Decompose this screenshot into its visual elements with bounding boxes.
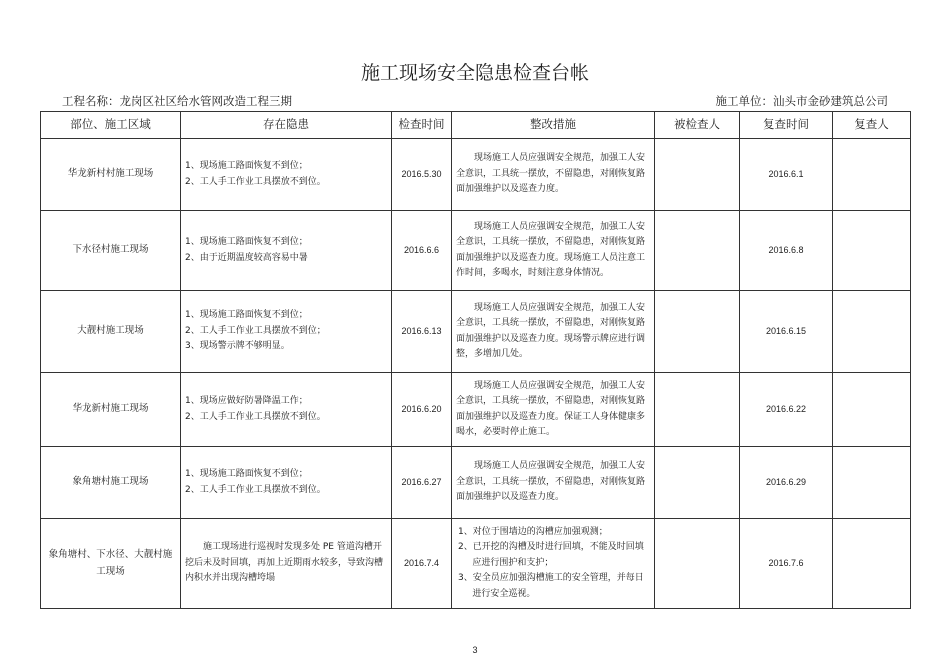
recheck-date-cell: 2016.6.29 (740, 447, 833, 519)
inspected-cell (655, 211, 740, 291)
document-title: 施工现场安全隐患检查台帐 (360, 62, 589, 84)
issues-cell (181, 447, 392, 519)
measures-cell (452, 139, 655, 211)
check-date-cell: 2016.7.4 (392, 519, 452, 609)
check-date-cell: 2016.6.27 (392, 447, 452, 519)
measures-cell (452, 291, 655, 373)
inspected-cell (655, 519, 740, 609)
rechecker-cell (833, 211, 911, 291)
area-cell: 华龙新村施工现场 (41, 373, 181, 447)
measure-item: 1、对位于围墙边的沟槽应加强观测； (458, 526, 608, 537)
table-header-row (41, 112, 911, 139)
issue-line: 2、工人手工作业工具摆放不到位。 (185, 411, 326, 422)
measures-cell (452, 373, 655, 447)
issue-line: 1、现场施工路面恢复不到位； (185, 161, 308, 172)
issue-line: 1、现场施工路面恢复不到位； (185, 310, 308, 321)
issue-line: 2、工人手工作业工具摆放不到位。 (185, 176, 326, 187)
measure-text: 现场施工人员应强调安全规范，加强工人安全意识，工具统一摆放，不留隐患，对刚恢复路面加强维护以及巡查力度。保证工人身体健康多喝水，必要时停止施工。 (456, 380, 646, 437)
check-date-cell: 2016.6.6 (392, 211, 452, 291)
issue-line: 2、由于近期温度较高容易中暑 (185, 252, 308, 263)
rechecker-cell (833, 291, 911, 373)
table-row (41, 447, 911, 519)
inspected-cell (655, 139, 740, 211)
table-row (41, 519, 911, 609)
check-date-cell: 2016.6.20 (392, 373, 452, 447)
issues-cell (181, 291, 392, 373)
measures-cell (452, 519, 655, 609)
area-cell: 大靓村施工现场 (41, 291, 181, 373)
issue-line: 2、工人手工作业工具摆放不到位； (185, 325, 326, 336)
check-date-cell: 2016.5.30 (392, 139, 452, 211)
issues-cell (181, 519, 392, 609)
header-measures: 整改措施 (452, 112, 655, 139)
header-area: 部位、施工区域 (41, 112, 181, 139)
issue-line: 施工现场进行巡视时发现多处 PE 管道沟槽开挖后未及时回填，再加上近期雨水较多，导致沟槽内积水并出现沟槽垮塌 (185, 542, 384, 584)
issue-line: 1、现场施工路面恢复不到位； (185, 237, 308, 248)
header-rechecker: 复查人 (833, 112, 911, 139)
issue-line: 2、工人手工作业工具摆放不到位。 (185, 484, 326, 495)
table-row (41, 291, 911, 373)
issue-line: 3、现场警示牌不够明显。 (185, 341, 290, 352)
measures-cell (452, 211, 655, 291)
inspected-cell (655, 291, 740, 373)
inspection-table (40, 111, 911, 609)
measure-text: 现场施工人员应强调安全规范，加强工人安全意识，工具统一摆放，不留隐患，对刚恢复路面加强维护以及巡查力度。 (456, 461, 646, 503)
table-row (41, 373, 911, 447)
measure-text: 现场施工人员应强调安全规范，加强工人安全意识，工具统一摆放，不留隐患，对刚恢复路面加强维护以及巡查力度。现场警示牌应进行调整，多增加几处。 (456, 302, 646, 359)
issues-cell (181, 139, 392, 211)
header-recheck-date: 复查时间 (740, 112, 833, 139)
measure-text: 现场施工人员应强调安全规范，加强工人安全意识，工具统一摆放，不留隐患，对刚恢复路面加强维护以及巡查力度。现场施工人员注意工作时间，多喝水，时刻注意身体情况。 (456, 221, 646, 278)
area-cell: 象角塘村、下水径、大靓村施工现场 (41, 519, 181, 609)
inspected-cell (655, 373, 740, 447)
page-number: 3 (472, 645, 478, 655)
rechecker-cell (833, 519, 911, 609)
rechecker-cell (833, 447, 911, 519)
area-cell: 象角塘村施工现场 (41, 447, 181, 519)
header-inspected: 被检查人 (655, 112, 740, 139)
issue-line: 1、现场应做好防暑降温工作； (185, 396, 308, 407)
recheck-date-cell: 2016.6.15 (740, 291, 833, 373)
issue-line: 1、现场施工路面恢复不到位； (185, 469, 308, 480)
rechecker-cell (833, 373, 911, 447)
issues-cell (181, 373, 392, 447)
measure-text: 现场施工人员应强调安全规范，加强工人安全意识，工具统一摆放，不留隐患，对刚恢复路面加强维护以及巡查力度。 (456, 153, 646, 195)
recheck-date-cell: 2016.7.6 (740, 519, 833, 609)
area-cell: 下水径村施工现场 (41, 211, 181, 291)
check-date-cell: 2016.6.13 (392, 291, 452, 373)
contractor-name: 施工单位：汕头市金砂建筑总公司 (715, 94, 888, 108)
rechecker-cell (833, 139, 911, 211)
table-row (41, 139, 911, 211)
inspected-cell (655, 447, 740, 519)
header-check-date: 检查时间 (392, 112, 452, 139)
project-name: 工程名称：龙岗区社区给水管网改造工程三期 (62, 94, 292, 108)
table-row (41, 211, 911, 291)
measures-cell (452, 447, 655, 519)
recheck-date-cell: 2016.6.1 (740, 139, 833, 211)
measure-item: 2、已开挖的沟槽及时进行回填，不能及时回填应进行围护和支护； (458, 542, 644, 568)
recheck-date-cell: 2016.6.22 (740, 373, 833, 447)
issues-cell (181, 211, 392, 291)
measure-item: 3、安全员应加强沟槽施工的安全管理，并每日进行安全巡视。 (458, 573, 644, 599)
header-issues: 存在隐患 (181, 112, 392, 139)
recheck-date-cell: 2016.6.8 (740, 211, 833, 291)
area-cell: 华龙新村村施工现场 (41, 139, 181, 211)
